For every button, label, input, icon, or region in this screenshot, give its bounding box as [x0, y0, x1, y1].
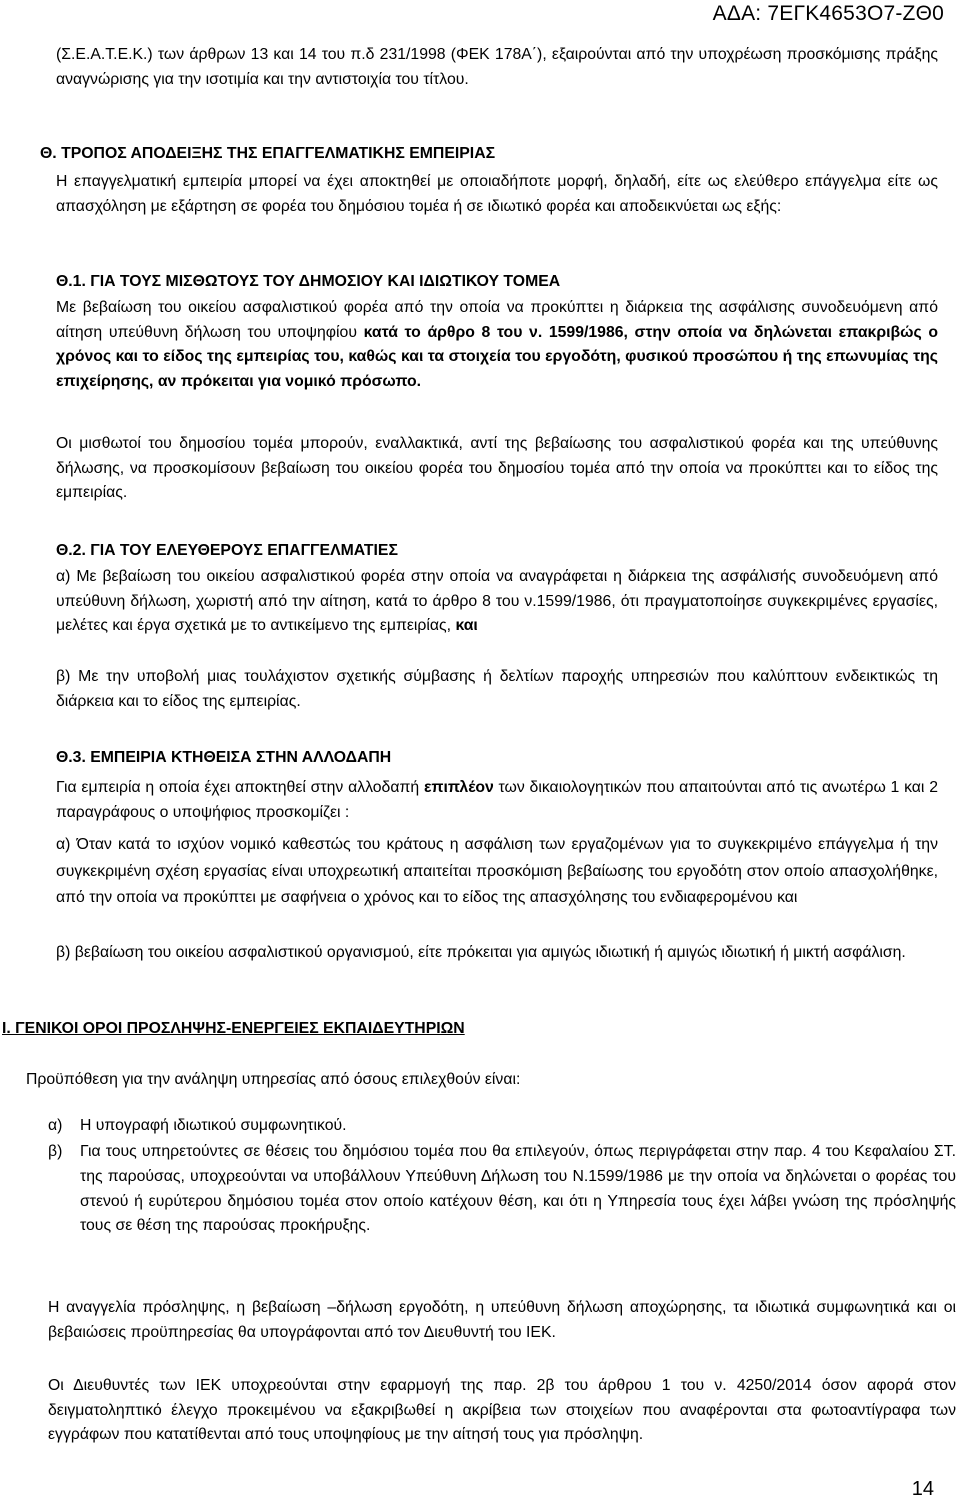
- section-i-title: Ι. ΓΕΝΙΚΟΙ ΟΡΟΙ ΠΡΟΣΛΗΨΗΣ-ΕΝΕΡΓΕΙΕΣ ΕΚΠΑΙΔΕΥΤΗΡΙΩΝ: [2, 1020, 465, 1037]
- section-i-para-1: Η αναγγελία πρόσληψης, η βεβαίωση –δήλωση εργοδότη, η υπεύθυνη δήλωση αποχώρησης, τα ιδιωτικά συμφωνητικά και οι βεβαιώσεις προϋπηρεσίας θα υπογράφονται από τον Διευθυντή του ΙΕΚ.: [48, 1299, 956, 1341]
- section-i-item-a: Η υπογραφή ιδιωτικού συμφωνητικού.: [80, 1117, 347, 1134]
- theta1-title: Θ.1. ΓΙΑ ΤΟΥΣ ΜΙΣΘΩΤΟΥΣ ΤΟΥ ΔΗΜΟΣΙΟΥ ΚΑΙ ΙΔΙΩΤΙΚΟΥ ΤΟΜΕΑ: [56, 273, 561, 290]
- section-i-item-b: Για τους υπηρετούντες σε θέσεις του δημόσιου τομέα που θα επιλεγούν, όπως περιγράφεται στην παρ. 4 του Κεφαλαίου ΣΤ. της παρούσας, υποχρεούνται να υποβάλλουν Υπεύθυνη Δήλωση του Ν.1599/1986 με την οποία να δηλώνεται ο φορέας του στενού ή ευρύτερου δημόσιου τομέα στον οποίο κατέχουν θέση, και ότι η Υπηρεσία τους έχει λάβει γνώση της πρόσληψής τους σε θέση της παρούσας προκήρυξης.: [80, 1143, 956, 1235]
- theta2-a-text: α) Με βεβαίωση του οικείου ασφαλιστικού φορέα στην οποία να αναγράφεται η διάρκεια της ασφάλισής συνοδευόμενη από υπεύθυνη δήλωση, χωριστή από την αίτηση, κατά το άρθρο 8 του ν.1599/1986, ότι πραγματοποίησε συγκεκριμένες εργασίες, μελέτες και έργα σχετικά με το αντικείμενο της εμπειρίας,: [56, 568, 938, 634]
- section-i-prerequisite: Προϋπόθεση για την ανάληψη υπηρεσίας από όσους επιλεχθούν είναι:: [26, 1071, 521, 1088]
- theta3-intro-1: Για εμπειρία η οποία έχει αποκτηθεί στην αλλοδαπή: [56, 779, 424, 796]
- theta1-paragraph-2: Οι μισθωτοί του δημοσίου τομέα μπορούν, εναλλακτικά, αντί της βεβαίωσης του ασφαλιστικού φορέα και της υπεύθυνης δήλωσης, να προσκομίσουν βεβαίωση του οικείου φορέα του δημοσίου τομέα από την οποία να προκύπτει και το είδος της εμπειρίας.: [56, 435, 938, 501]
- section-i-item-a-marker: α): [48, 1117, 63, 1134]
- section-i-item-b-marker: β): [48, 1143, 63, 1160]
- theta3-intro-bold: επιπλέον: [423, 779, 494, 796]
- theta1-paragraph: [56, 296, 938, 394]
- section-theta-text: Η επαγγελματική εμπειρία μπορεί να έχει αποκτηθεί με οποιαδήποτε μορφή, δηλαδή, είτε ως ελεύθερο επάγγελμα είτε ως απασχόληση με εξάρτηση σε φορέα του δημόσιου τομέα ή σε ιδιωτικό φορέα και αποδεικνύεται ως εξής:: [56, 173, 938, 215]
- theta2-item-b: β) Με την υποβολή μιας τουλάχιστον σχετικής σύμβασης ή δελτίων παροχής υπηρεσιών που καλύπτουν ενδεικτικώς τη διάρκεια και το είδος της εμπειρίας.: [56, 668, 938, 710]
- theta3-intro: [56, 776, 938, 825]
- theta2-item-a: [56, 565, 938, 639]
- ada-code-header: ΑΔΑ: 7ΕΓΚ4653Ο7-ΖΘ0: [712, 2, 944, 25]
- theta2-a-bold: και: [455, 617, 478, 634]
- theta3-item-a: α) Όταν κατά το ισχύον νομικό καθεστώς του κράτους η ασφάλιση των εργαζομένων για το συγκεκριμένο επάγγελμα ή την συγκεκριμένη σχέση εργασίας είναι υποχρεωτική απαιτείται προσκόμιση βεβαίωσης του εργοδότη στον οποίο απασχολήθηκε, από την οποία να προκύπτει με σαφήνεια ο χρόνος και το είδος της απασχόλησης του ενδιαφερομένου και: [56, 836, 938, 906]
- theta1-text-bold: κατά το άρθρο 8 του ν. 1599/1986, στην οποία να δηλώνεται επακριβώς ο χρόνος και το είδος της εμπειρίας του, καθώς και τα στοιχεία του εργοδότη, φυσικού προσώπου ή της επωνυμίας της επιχείρησης, αν πρόκειται για νομικό πρόσωπο.: [56, 323, 938, 390]
- page-number: 14: [911, 1478, 934, 1500]
- intro-paragraph: (Σ.Ε.Α.Τ.Ε.Κ.) των άρθρων 13 και 14 του π.δ 231/1998 (ΦΕΚ 178Α΄), εξαιρούνται από την υποχρέωση προσκόμισης πράξης αναγνώρισης για την ισοτιμία και την αντιστοιχία του τίτλου.: [56, 46, 938, 88]
- theta3-item-b: β) βεβαίωση του οικείου ασφαλιστικού οργανισμού, είτε πρόκειται για αμιγώς ιδιωτική ή αμιγώς ιδιωτική ή μικτή ασφάλιση.: [56, 944, 906, 961]
- section-i-para-2: Οι Διευθυντές των ΙΕΚ υποχρεούνται στην εφαρμογή της παρ. 2β του άρθρου 1 του ν. 4250/2014 όσον αφορά στον δειγματοληπτικό έλεγχο προκειμένου να εξακριβωθεί η ακρίβεια των στοιχείων που αναφέρονται στα φωτοαντίγραφα των εγγράφων που κατατίθενται από τους υποψηφίους με την αίτησή τους για πρόσληψη.: [48, 1377, 956, 1443]
- section-theta-title: Θ. ΤΡΟΠΟΣ ΑΠΟΔΕΙΞΗΣ ΤΗΣ ΕΠΑΓΓΕΛΜΑΤΙΚΗΣ ΕΜΠΕΙΡΙΑΣ: [40, 145, 496, 162]
- theta2-title: Θ.2. ΓΙΑ ΤΟΥ ΕΛΕΥΘΕΡΟΥΣ ΕΠΑΓΓΕΛΜΑΤΙΕΣ: [56, 542, 398, 559]
- theta3-intro-2: των δικαιολογητικών που απαιτούνται από τις ανωτέρω 1 και 2 παραγράφους ο υποψήφιος προσκομίζει :: [56, 779, 938, 821]
- theta1-text-plain: Με βεβαίωση του οικείου ασφαλιστικού φορέα από την οποία να προκύπτει η διάρκεια της ασφάλισης συνοδευόμενη από αίτηση υπεύθυνη δήλωση του υποψηφίου: [56, 299, 938, 341]
- theta3-title: Θ.3. ΕΜΠΕΙΡΙΑ ΚΤΗΘΕΙΣΑ ΣΤΗΝ ΑΛΛΟΔΑΠΗ: [56, 749, 392, 766]
